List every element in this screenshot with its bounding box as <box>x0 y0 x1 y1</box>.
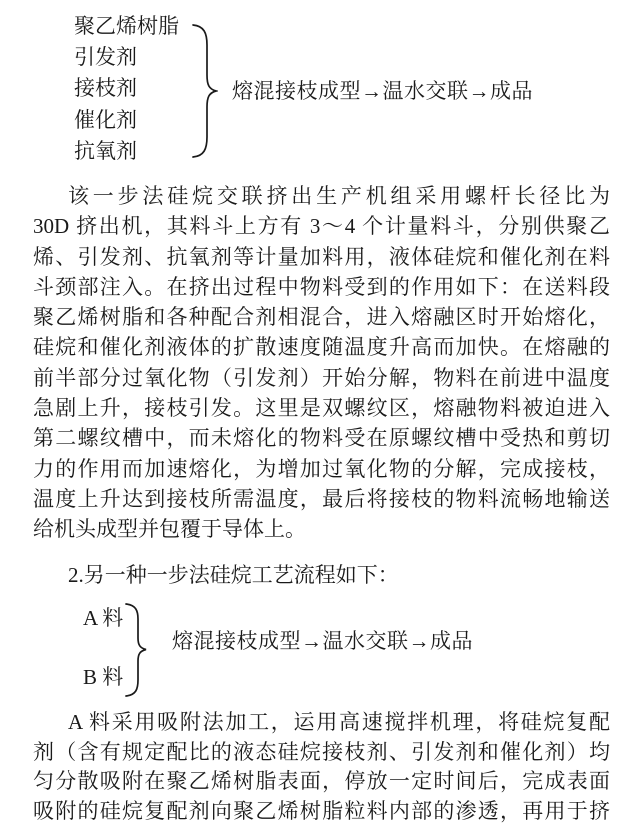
text-line: 温度上升达到接枝所需温度，最后将接枝的物料流畅地输送 <box>33 486 610 511</box>
text-line: 吸附的硅烷复配剂向聚乙烯树脂粒料内部的渗透，再用于挤 <box>33 798 610 823</box>
section-heading: 2.另一种一步法硅烷工艺流程如下： <box>68 563 399 587</box>
text-line: 该一步法硅烷交联挤出生产机组采用螺杆长径比为 <box>68 184 610 208</box>
text-line: 力的作用而加速熔化，为增加过氧化物的分解，完成接枝， <box>33 456 610 481</box>
material-input-item: A 料 <box>83 606 124 630</box>
text-line: 斗颈部注入。在挤出过程中物料受到的作用如下：在送料段 <box>33 274 610 299</box>
text-line: 30D 挤出机，其料斗上方有 3～4 个计量料斗，分别供聚乙 <box>33 214 610 239</box>
text-line: A 料采用吸附法加工，运用高速搅拌机理，将硅烷复配 <box>68 710 610 734</box>
text-line: 硅烷和催化剂液体的扩散速度随温度升高而加快。在熔融的 <box>33 335 610 360</box>
curly-brace-icon <box>190 23 218 159</box>
curly-brace-icon <box>123 602 148 698</box>
paragraph-process-description <box>33 181 610 545</box>
text-line: 急剧上升，接枝引发。这里是双螺纹区，熔融物料被迫进入 <box>33 396 610 421</box>
ingredient-item: 催化剂 <box>74 107 137 132</box>
paragraph-material-a-description <box>33 708 610 826</box>
ingredient-item: 引发剂 <box>74 45 137 70</box>
material-input-item: B 料 <box>83 665 124 689</box>
ingredient-item: 聚乙烯树脂 <box>74 14 179 38</box>
ingredient-list <box>74 11 179 167</box>
process-flow-text: 熔混接枝成型→温水交联→成品 <box>232 79 533 103</box>
text-line: 给机头成型并包覆于导体上。 <box>33 517 306 542</box>
ingredient-item: 接枝剂 <box>74 76 137 101</box>
text-line: 烯、引发剂、抗氧剂等计量加料用，液体硅烷和催化剂在料 <box>33 244 610 269</box>
text-line: 剂（含有规定配比的液态硅烷接枝剂、引发剂和催化剂）均 <box>33 739 610 764</box>
process-flow-text: 熔混接枝成型→温水交联→成品 <box>172 629 473 653</box>
material-inputs-list <box>83 604 123 691</box>
text-line: 第二螺纹槽中，而未熔化的物料受在原螺纹槽中受热和剪切 <box>33 426 610 451</box>
text-line: 匀分散吸附在聚乙烯树脂表面，停放一定时间后，完成表面 <box>33 769 610 794</box>
text-line: 聚乙烯树脂和各种配合剂相混合，进入熔融区时开始熔化， <box>33 305 610 330</box>
ingredient-item: 抗氧剂 <box>74 138 137 163</box>
text-line: 前半部分过氧化物（引发剂）开始分解，物料在前进中温度 <box>33 365 610 390</box>
